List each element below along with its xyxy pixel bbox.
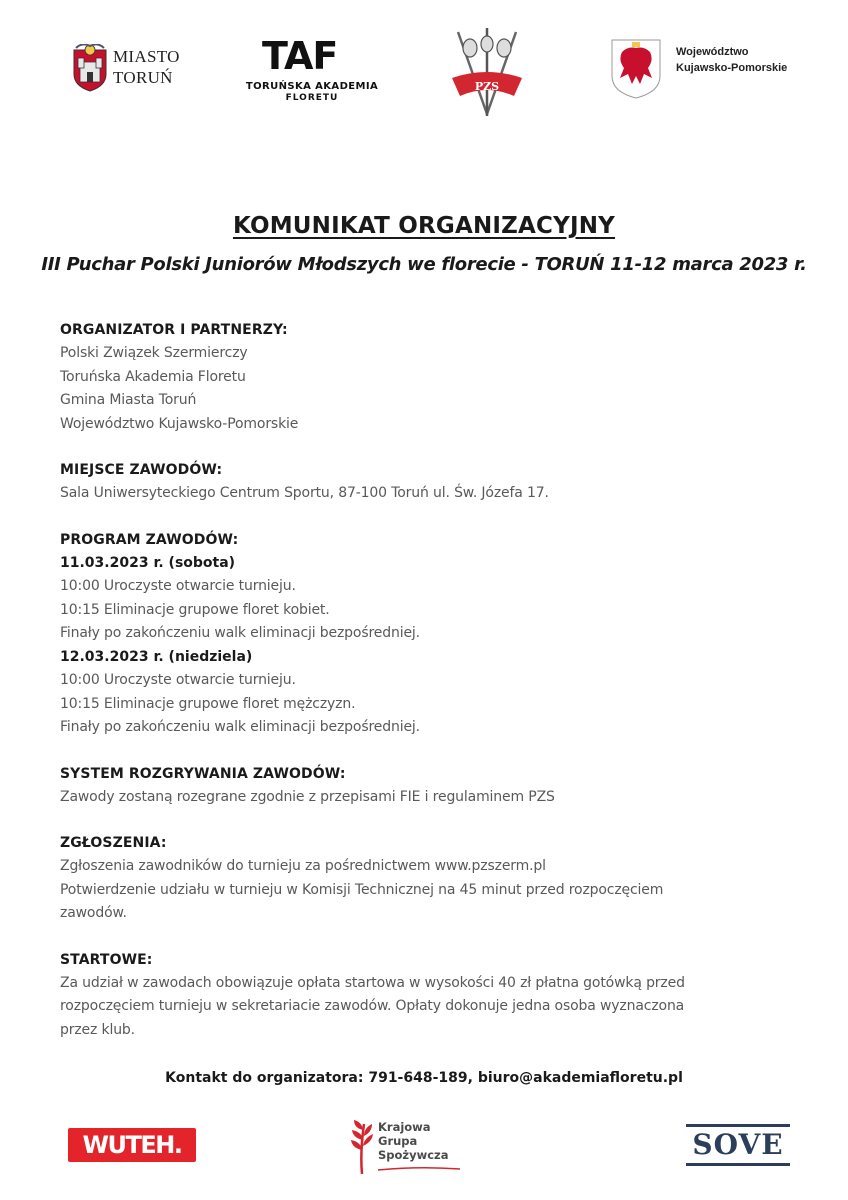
torun-crest-icon (70, 44, 110, 92)
woj-logo-line1: Województwo (676, 46, 749, 58)
section-venue (60, 458, 780, 506)
section-program (60, 528, 780, 740)
registration-line: zawodów. (60, 905, 127, 921)
torun-logo-line2: TORUŃ (113, 68, 173, 87)
taf-logo-mark: TAF (262, 34, 338, 78)
program-line: Finały po zakończeniu walk eliminacji bezpośredniej. (60, 719, 420, 735)
section-heading: ORGANIZATOR I PARTNERZY: (60, 322, 288, 338)
program-line: Finały po zakończeniu walk eliminacji bezpośredniej. (60, 625, 420, 641)
taf-logo-line1: TORUŃSKA AKADEMIA (245, 81, 379, 92)
logo-wuteh (68, 1128, 196, 1162)
document-body (60, 318, 780, 1064)
eagle-crest-icon (610, 38, 662, 100)
program-line: 10:15 Eliminacje grupowe floret mężczyzn. (60, 695, 356, 712)
torun-logo-line1: MIASTO (113, 47, 180, 66)
fee-line: rozpoczęciem turnieju w sekretariacie zawodów. Opłaty dokonuje jedna osoba wyznaczona (60, 998, 685, 1014)
section-heading: PROGRAM ZAWODÓW: (60, 531, 239, 548)
kgs-logo-line2: Grupa (378, 1134, 418, 1148)
program-day1-date: 11.03.2023 r. (sobota) (60, 554, 236, 571)
program-line: 10:00 Uroczyste otwarcie turnieju. (60, 578, 296, 594)
section-heading: SYSTEM ROZGRYWANIA ZAWODÓW: (60, 765, 346, 782)
document-title: KOMUNIKAT ORGANIZACYJNY (232, 213, 616, 239)
program-day2-date: 12.03.2023 r. (niedziela) (60, 648, 253, 665)
venue-line: Sala Uniwersyteckiego Centrum Sportu, 87-100 Toruń ul. Św. Józefa 17. (60, 485, 549, 501)
organizer-line: Polski Związek Szermierczy (60, 345, 248, 361)
logo-sove (686, 1124, 790, 1166)
registration-line: Potwierdzenie udziału w turnieju w Komisji Technicznej na 45 minut przed rozpoczęciem (60, 881, 664, 898)
fee-line: przez klub. (60, 1021, 135, 1038)
section-heading: MIEJSCE ZAWODÓW: (60, 462, 223, 478)
kgs-underline-icon (378, 1166, 460, 1172)
logo-taf (244, 34, 380, 104)
taf-logo-line2: FLORETU (285, 93, 339, 103)
section-fee (60, 948, 780, 1043)
kgs-logo-line1: Krajowa (378, 1120, 431, 1134)
section-registration (60, 831, 780, 926)
pzs-fencing-icon (448, 26, 526, 118)
logo-wojewodztwo (610, 38, 800, 100)
wuteh-logo-text: WUTEH. (82, 1131, 182, 1159)
contact-line: Kontakt do organizatora: 791-648-189, biuro@akademiafloretu.pl (165, 1070, 683, 1086)
program-line: 10:15 Eliminacje grupowe floret kobiet. (60, 601, 330, 618)
logo-kgs (348, 1116, 468, 1176)
logo-miasto-torun (70, 42, 195, 94)
organizer-line: Gmina Miasta Toruń (60, 392, 197, 408)
organizer-line: Województwo Kujawsko-Pomorskie (60, 415, 299, 432)
pzs-letters: PZS (474, 80, 500, 93)
system-line: Zawody zostaną rozegrane zgodnie z przepisami FIE i regulaminem PZS (60, 788, 555, 805)
section-system (60, 762, 780, 810)
organizer-line: Toruńska Akademia Floretu (60, 368, 246, 385)
section-heading: STARTOWE: (60, 951, 153, 968)
wheat-icon (348, 1116, 376, 1176)
fee-line: Za udział w zawodach obowiązuje opłata startowa w wysokości 40 zł płatna gotówką przed (60, 974, 685, 991)
registration-line: Zgłoszenia zawodników do turnieju za pośrednictwem www.pzszerm.pl (60, 858, 546, 874)
document-subtitle: III Puchar Polski Juniorów Młodszych we florecie - TORUŃ 11-12 marca 2023 r. (41, 254, 807, 275)
section-heading: ZGŁOSZENIA: (60, 835, 167, 851)
woj-logo-line2: Kujawsko-Pomorskie (676, 62, 788, 74)
logo-pzs (448, 26, 526, 118)
kgs-logo-line3: Spożywcza (378, 1148, 449, 1162)
section-organizer (60, 318, 780, 436)
sove-logo-text: SOVE (692, 1128, 784, 1161)
program-line: 10:00 Uroczyste otwarcie turnieju. (60, 672, 296, 688)
